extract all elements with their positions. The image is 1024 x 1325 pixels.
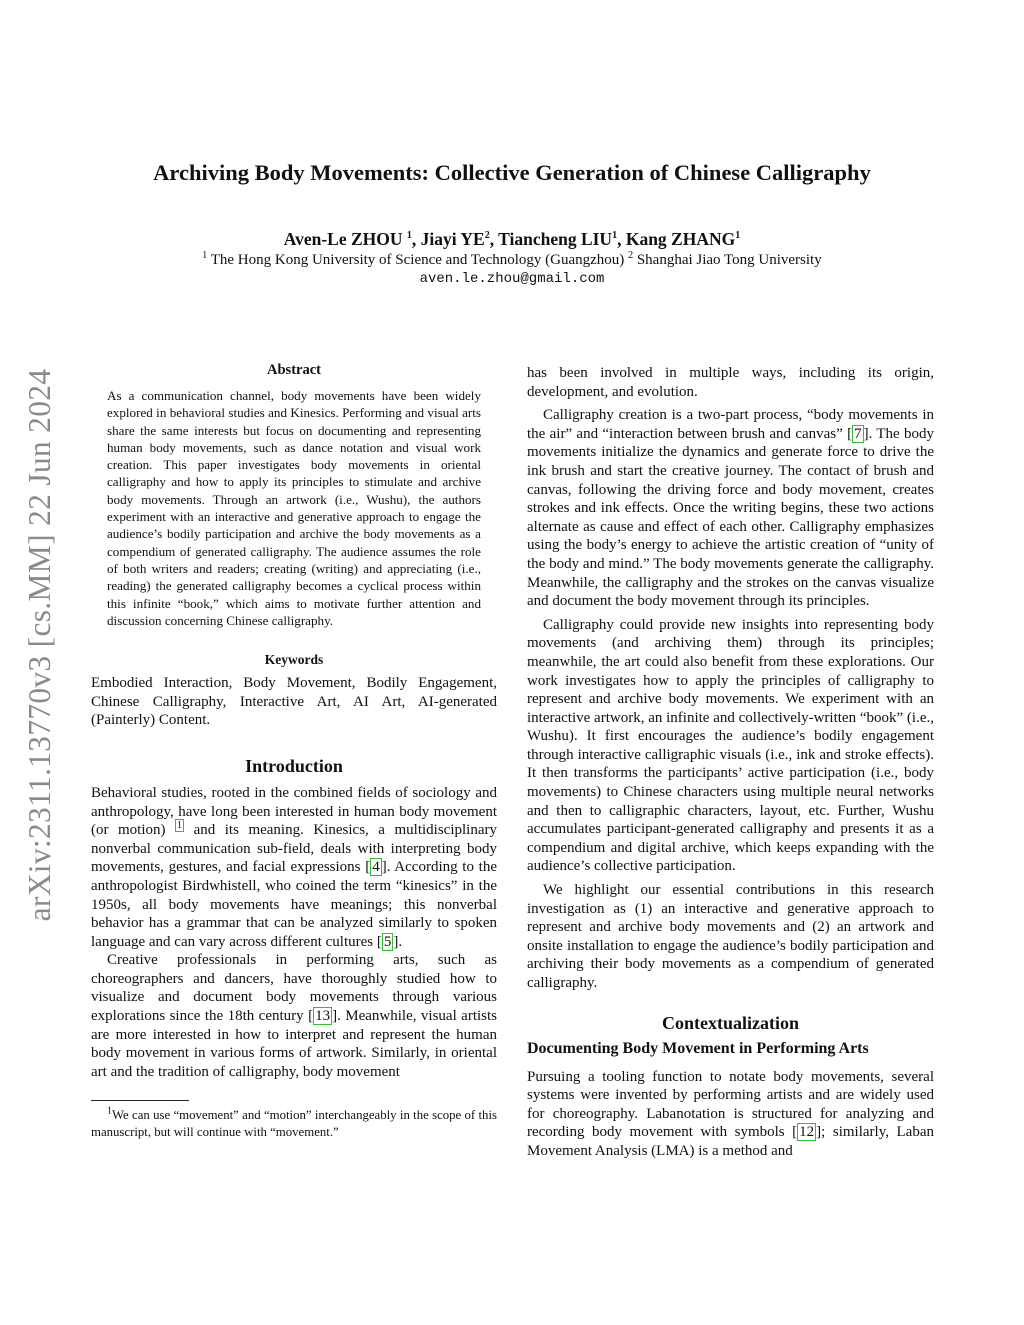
intro-paragraph-2: Creative professionals in performing arts, such as choreographers and dancers, have thoroughly studied how to visualize and document body movements through various explorations since the 18th century [ 13 ]. Meanwhile, visual artists are more interested in how to interpret and represent the human body movement in various forms of artwork. Similarly, in oriental art and the tradition of calligraphy, body movement bbox=[91, 952, 497, 1080]
contextualization-subheading: Documenting Body Movement in Performing Arts bbox=[527, 1039, 869, 1057]
arxiv-id-text: arXiv:2311.13770v3 [cs.MM] 22 Jun 2024 bbox=[22, 368, 57, 922]
citation-link[interactable]: 7 bbox=[854, 425, 862, 442]
context-paragraph-1: Pursuing a tooling function to notate body movements, several systems were invented by performing artists and are widely used for choreography. Labanotation is structured for analyzing and recording body movement with symbols [ 12 ]; similarly, Laban Movement Analysis (LMA) is a method and bbox=[527, 1068, 934, 1159]
introduction-heading: Introduction bbox=[245, 755, 343, 776]
keywords-heading: Keywords bbox=[264, 652, 324, 668]
footnote-ref-1[interactable]: 1 bbox=[177, 820, 183, 832]
author-list bbox=[0, 229, 1024, 250]
author-3: , Tiancheng LIU bbox=[489, 229, 613, 249]
arxiv-identifier bbox=[20, 345, 60, 945]
contact-email[interactable]: aven.le.zhou@gmail.com bbox=[419, 271, 605, 287]
author-4: , Kang ZHANG bbox=[617, 229, 736, 249]
footnote-1: $^1$We can use “movement” and “motion” interchangeably in the scope of this manuscript, but will continue with “movement.” bbox=[91, 1106, 497, 1139]
author-1: Aven-Le ZHOU bbox=[283, 229, 407, 249]
footnote-divider bbox=[91, 1100, 189, 1101]
author-1-affil: 1 bbox=[406, 230, 412, 242]
author-2: , Jiayi YE bbox=[411, 229, 485, 249]
intro-paragraph-3: Calligraphy creation is a two-part process, “body movements in the air” and “interaction between brush and canvas” [ 7 ]. The body movements initialize the dynamics and generate force to drive the ink brush and start the creative journey. The contact of brush and canvas, following the driving force and body movement, creates strokes and ink effects. Once the writing begins, these two actions alternate as cause and effect of each other. Calligraphy emphasizes using the body’s energy to achieve the artistic creation of “unity of the body and mind.” The body movements generate the calligraphy. Meanwhile, the calligraphy and the strokes on the canvas visualize and document the body movement through its principles. bbox=[527, 407, 935, 610]
affil-1-marker: 1 bbox=[202, 250, 208, 261]
author-2-affil: 2 bbox=[484, 230, 490, 242]
abstract-heading: Abstract bbox=[267, 362, 321, 378]
affil-2-marker: 2 bbox=[628, 250, 634, 261]
citation-link[interactable]: 5 bbox=[383, 933, 392, 950]
intro-paragraph-2-continued: has been involved in multiple ways, including its origin, development, and evolution. bbox=[527, 365, 934, 400]
right-column bbox=[527, 364, 934, 1161]
intro-paragraph-1: Behavioral studies, rooted in the combined fields of sociology and anthropology, have long been interested in human body movement (or motion) $^1$ and its meaning. Kinesics, a multidisciplinary nonverbal communication sub-field, deals with interpreting body movements, gestures, and facial expressions [ 4 ]. According to the anthropologist Birdwhistell, who coined the term “kinesics” in the 1950s, all body movements have meanings; this nonverbal behavior has a grammar that can be analyzed similarly to spoken language and can vary across different cultures [ 5 ]. bbox=[91, 784, 497, 950]
affil-2: Shanghai Jiao Tong University bbox=[633, 252, 822, 268]
keywords-text: Embodied Interaction, Body Movement, Bodily Engagement, Chinese Calligraphy, Interactive Art, AI Art, AI-generated (Painterly) Content. bbox=[91, 675, 497, 729]
citation-link[interactable]: 4 bbox=[372, 859, 380, 876]
citation-link[interactable]: 13 bbox=[315, 1008, 331, 1025]
intro-paragraph-5: We highlight our essential contributions in this research investigation as (1) an interactive and generative approach to represent and archive body movements and (2) an artwork and onsite installation to engage the audience’s bodily participation and archiving their body movements as a compendium of generated calligraphy. bbox=[527, 882, 934, 991]
affil-1: The Hong Kong University of Science and Technology (Guangzhou) bbox=[207, 252, 629, 268]
contextualization-heading: Contextualization bbox=[662, 1012, 799, 1033]
author-3-affil: 1 bbox=[612, 230, 618, 242]
intro-paragraph-4: Calligraphy could provide new insights into representing body movements (and archiving them) through its principles; meanwhile, the art could also benefit from these explorations. Our work investigates how to apply the principles of calligraphy to represent and archive body movements. We experiment with an interactive artwork, an infinite and collectively-written “book” (i.e., Wushu). It first encourages the audience’s bodily engagement through interactive calligraphic visuals (i.e., ink and stroke effects). It then transforms the participants’ active participation (i.e., body movements) to Chinese characters using multiple neural networks and then to calligraphic characters, layout, etc. Further, Wushu accumulates participant-generated calligraphy and presents it as a compendium and digital archive, which keeps expanding with the audience’s collective participation. bbox=[527, 616, 934, 875]
abstract-text: As a communication channel, body movements have been widely explored in behavioral studies and Kinesics. Performing and visual arts share the same interests but focus on documenting and representing human body movements, such as dance notation and visual work creation. This paper investigates body movements in oriental calligraphy and how to apply its principles to stimulate and archive body movements. Through an artwork (i.e., Wushu), the authors experiment with an interactive and generative approach to engage the audience’s bodily participation and archive the body movements as a compendium of generated calligraphy. The audience assumes the role of both writers and readers; creating (writing) and appreciating (i.e., reading) the generated calligraphy becomes a cyclical process within this infinite “book,” which aims to motivate further attention and discussion concerning Chinese calligraphy. bbox=[107, 388, 481, 628]
affiliations bbox=[0, 252, 1024, 269]
citation-link[interactable]: 12 bbox=[799, 1124, 815, 1141]
footnote-marker: 1 bbox=[107, 1106, 112, 1118]
left-column bbox=[91, 362, 497, 1140]
paper-title: Archiving Body Movements: Collective Generation of Chinese Calligraphy bbox=[153, 160, 871, 185]
author-4-affil: 1 bbox=[735, 230, 741, 242]
